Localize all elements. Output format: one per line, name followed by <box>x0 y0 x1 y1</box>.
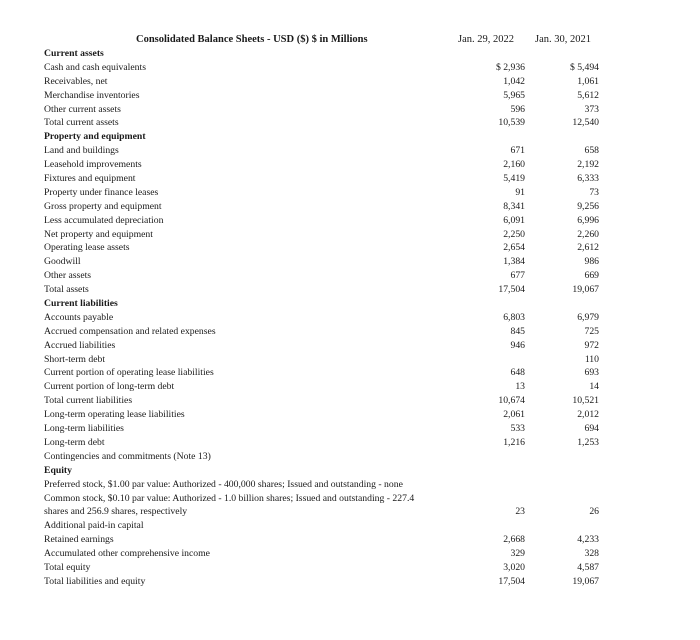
value-2021: 5,612 <box>577 89 599 101</box>
table-row <box>44 255 604 269</box>
value-2021: 2,612 <box>577 242 599 254</box>
row-label: Fixtures and equipment <box>44 173 136 185</box>
value-2022: $ 2,936 <box>495 61 525 73</box>
value-2022: 17,504 <box>498 284 525 296</box>
value-2022: 8,341 <box>503 200 525 212</box>
row-label: Total current assets <box>44 117 119 129</box>
value-2021: 2,260 <box>577 228 599 240</box>
table-row <box>44 144 604 158</box>
row-label: Less accumulated depreciation <box>44 214 164 226</box>
value-2021: 26 <box>589 506 599 518</box>
table-row <box>44 533 604 547</box>
row-label: Cash and cash equivalents <box>44 61 146 73</box>
table-row <box>44 158 604 172</box>
table-row <box>44 380 604 394</box>
column-header-2022: Jan. 29, 2022 <box>458 34 514 45</box>
value-2021: 986 <box>584 256 599 268</box>
table-row <box>44 116 604 130</box>
table-row <box>44 214 604 228</box>
row-label: Total equity <box>44 561 91 573</box>
value-2021: 19,067 <box>572 575 599 587</box>
row-label: Current portion of long-term debt <box>44 381 175 393</box>
row-label: Property under finance leases <box>44 186 159 198</box>
value-2022: 2,061 <box>503 409 525 421</box>
value-2021: 6,333 <box>577 173 599 185</box>
row-label: Short-term debt <box>44 353 106 365</box>
value-2022: 1,384 <box>503 256 525 268</box>
value-2021: 110 <box>584 353 599 365</box>
row-label: Operating lease assets <box>44 242 130 254</box>
value-2021: $ 5,494 <box>569 61 599 73</box>
value-2021: 1,061 <box>577 75 599 87</box>
section-header-row <box>44 47 604 61</box>
value-2021: 669 <box>584 270 599 282</box>
value-2022: 17,504 <box>498 575 525 587</box>
table-row <box>44 172 604 186</box>
table-row <box>44 394 604 408</box>
value-2022: 91 <box>515 186 525 198</box>
value-2022: 6,091 <box>503 214 525 226</box>
table-row <box>44 228 604 242</box>
value-2021: 658 <box>584 145 599 157</box>
value-2021: 4,587 <box>577 561 599 573</box>
table-row <box>44 450 604 464</box>
row-label: Retained earnings <box>44 534 114 546</box>
value-2022: 845 <box>510 325 525 337</box>
value-2021: 2,012 <box>577 409 599 421</box>
value-2021: 972 <box>584 339 599 351</box>
table-row <box>44 311 604 325</box>
value-2022: 596 <box>510 103 525 115</box>
row-label: Additional paid-in capital <box>44 520 144 532</box>
row-label: Preferred stock, $1.00 par value: Authorized - 400,000 shares; Issued and outstanding - none <box>44 478 403 490</box>
row-label: Accounts payable <box>44 311 114 323</box>
row-label: Property and equipment <box>44 131 146 143</box>
table-row <box>44 283 604 297</box>
value-2022: 1,216 <box>503 436 525 448</box>
row-label: Common stock, $0.10 par value: Authorized - 1.0 billion shares; Issued and outstanding - 227.4 shares and 256.9 shares, respectively <box>44 492 415 518</box>
table-row <box>44 325 604 339</box>
value-2022: 533 <box>510 423 525 435</box>
value-2022: 946 <box>510 339 525 351</box>
value-2022: 329 <box>510 548 525 560</box>
value-2022: 1,042 <box>503 75 525 87</box>
table-row <box>44 478 604 492</box>
value-2021: 19,067 <box>572 284 599 296</box>
row-label: Contingencies and commitments (Note 13) <box>44 450 211 462</box>
table-row <box>44 200 604 214</box>
value-2022: 2,250 <box>503 228 525 240</box>
section-header-row <box>44 297 604 311</box>
section-header-row <box>44 464 604 478</box>
table-row <box>44 408 604 422</box>
table-row <box>44 241 604 255</box>
table-row <box>44 492 604 520</box>
table-row <box>44 436 604 450</box>
value-2022: 10,674 <box>498 395 525 407</box>
row-label: Other current assets <box>44 103 121 115</box>
value-2021: 725 <box>584 325 599 337</box>
row-label: Other assets <box>44 270 92 282</box>
row-label: Equity <box>44 464 72 476</box>
value-2022: 13 <box>515 381 525 393</box>
value-2021: 10,521 <box>572 395 599 407</box>
row-label: Current portion of operating lease liabilities <box>44 367 214 379</box>
value-2022: 6,803 <box>503 311 525 323</box>
value-2021: 6,979 <box>577 311 599 323</box>
table-row <box>44 89 604 103</box>
value-2022: 648 <box>510 367 525 379</box>
value-2021: 693 <box>584 367 599 379</box>
row-label: Net property and equipment <box>44 228 153 240</box>
table-row <box>44 186 604 200</box>
value-2022: 23 <box>515 506 525 518</box>
row-label: Receivables, net <box>44 75 108 87</box>
value-2022: 3,020 <box>503 561 525 573</box>
row-label: Current assets <box>44 48 104 59</box>
document-title: Consolidated Balance Sheets - USD ($) $ in Millions <box>136 34 368 45</box>
table-row <box>44 61 604 75</box>
value-2022: 2,654 <box>503 242 525 254</box>
table-row <box>44 366 604 380</box>
row-label: Long-term operating lease liabilities <box>44 409 185 421</box>
table-row <box>44 353 604 367</box>
value-2022: 677 <box>510 270 525 282</box>
row-label: Current liabilities <box>44 298 118 310</box>
table-row <box>44 422 604 436</box>
row-label: Long-term debt <box>44 436 105 448</box>
value-2021: 1,253 <box>577 436 599 448</box>
table-row <box>44 561 604 575</box>
table-row <box>44 547 604 561</box>
value-2021: 373 <box>584 103 599 115</box>
value-2021: 328 <box>584 548 599 560</box>
value-2021: 73 <box>589 186 599 198</box>
value-2022: 10,539 <box>498 117 525 129</box>
table-row <box>44 269 604 283</box>
value-2021: 2,192 <box>577 159 599 171</box>
value-2022: 2,668 <box>503 534 525 546</box>
value-2021: 4,233 <box>577 534 599 546</box>
value-2021: 694 <box>584 423 599 435</box>
row-label: Total liabilities and equity <box>44 575 146 587</box>
row-label: Accrued compensation and related expenses <box>44 325 216 337</box>
row-label: Leasehold improvements <box>44 159 142 171</box>
row-label: Accumulated other comprehensive income <box>44 548 210 560</box>
row-label: Total current liabilities <box>44 395 133 407</box>
row-label: Long-term liabilities <box>44 423 124 435</box>
value-2021: 12,540 <box>572 117 599 129</box>
balance-sheet-rows <box>44 47 604 589</box>
value-2021: 9,256 <box>577 200 599 212</box>
value-2021: 6,996 <box>577 214 599 226</box>
row-label: Goodwill <box>44 256 81 268</box>
column-header-2021: Jan. 30, 2021 <box>535 34 591 45</box>
value-2022: 2,160 <box>503 159 525 171</box>
row-label: Merchandise inventories <box>44 89 140 101</box>
value-2022: 5,965 <box>503 89 525 101</box>
table-row <box>44 103 604 117</box>
section-header-row <box>44 130 604 144</box>
row-label: Total assets <box>44 284 89 296</box>
row-label: Gross property and equipment <box>44 200 162 212</box>
value-2021: 14 <box>589 381 599 393</box>
table-row <box>44 75 604 89</box>
row-label: Accrued liabilities <box>44 339 116 351</box>
table-row <box>44 519 604 533</box>
value-2022: 5,419 <box>503 173 525 185</box>
row-label: Land and buildings <box>44 145 119 157</box>
table-row <box>44 339 604 353</box>
table-row <box>44 575 604 589</box>
value-2022: 671 <box>510 145 525 157</box>
